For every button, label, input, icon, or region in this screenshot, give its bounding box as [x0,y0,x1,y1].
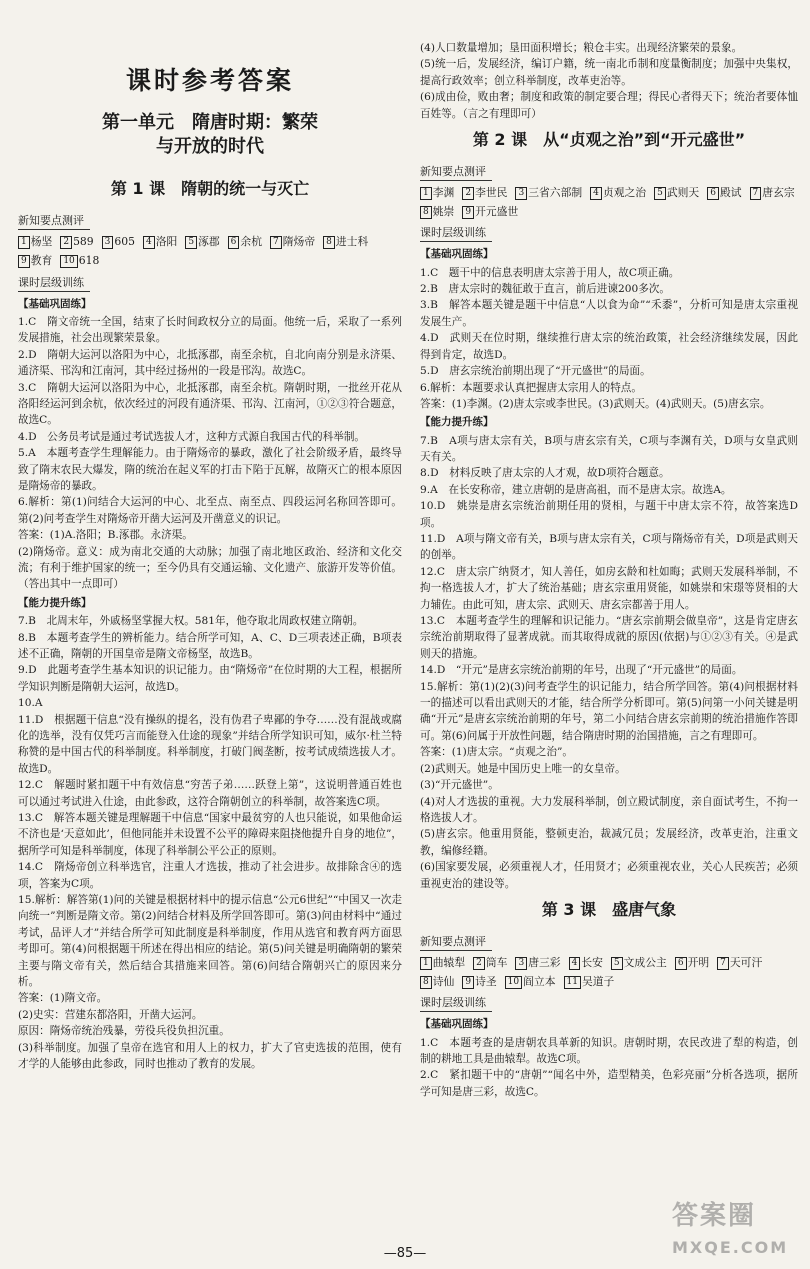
answer-number: 4 [143,236,155,249]
answer-paragraph: 13.C 本题考查学生的理解和识记能力。“唐玄宗前期会做皇帝”，这是肯定唐玄宗统治前期取得了显著成就。而其取得成就的原因(依据)与①②③有关。④是武则天的措施。 [420,615,798,660]
watermark-logo [672,1196,804,1264]
answer-number: 5 [185,236,197,249]
answer-paragraph: 15.解析：解答第(1)问的关键是根据材料中的提示信息“公元6世纪”“中国又一次走向统一”判断是隋文帝。第(2)问结合材料及所学回答即可。第(3)问由材料中“通过考试，品评人才”并结合所学可知此制度是科举制度，作用从选官和教育两方面思考即可。第(4)问根据题干所述在得出相应的结论。第(5)问关键是明确隋朝的繁荣主要与隋文帝有关，然后结合其措施来回答。第(6)问结合隋朝兴亡的原因来分析。 [18,894,402,989]
answer-number: 2 [473,957,485,970]
answer-paragraph: 7.B A项与唐太宗有关，B项与唐玄宗有关，C项与李渊有关，D项与女皇武则天有关。 [420,434,798,463]
answer-number: 9 [462,206,474,219]
answer-item [60,253,99,270]
answer-paragraph: 3.B 解答本题关键是题干中信息“人以食为命”“禾黍”，分析可知是唐太宗重视发展生产。 [420,299,798,328]
answer-text: 武则天 [666,185,700,199]
answer-number: 1 [420,957,432,970]
lesson1-improve-heading: 【能力提升练】 [18,596,92,609]
answer-paragraph: 11.D A项与隋文帝有关，B项与唐太宗有关，C项与隋炀帝有关，D项是武则天的创举。 [420,533,798,562]
left-column [18,48,402,1073]
answer-item [228,234,262,251]
answer-paragraph: (6)国家要发展，必须重视人才，任用贤才；必须重视农业，关心人民疾苦；必须重视吏治的建设等。 [420,861,798,890]
answer-paragraph: 1.C 隋文帝统一全国，结束了长时间政权分立的局面。他统一后，采取了一系列发展措施，社会出现繁荣景象。 [18,315,402,345]
answer-number: 9 [18,255,30,268]
answer-paragraph: 6.解析：本题要求认真把握唐太宗用人的特点。 [420,381,642,394]
answer-number: 11 [564,976,581,989]
answer-item [654,185,699,202]
answer-paragraph: 6.解析：第(1)问结合大运河的中心、北至点、南至点、四段运河名称回答即可。第(2)问考查学生对隋炀帝开凿大运河及开凿意义的识记。 [18,496,402,525]
answer-item [420,185,454,202]
answer-text: 曲辕犁 [432,955,466,969]
answer-number: 7 [750,187,762,200]
unit-title-line2: 与开放的时代 [156,136,264,158]
answer-text: 唐三彩 [528,955,561,969]
lesson2-knowledge-heading: 新知要点测评 [420,163,492,181]
answer-item [473,955,507,972]
answer-text: 阎立本 [523,974,556,988]
answer-item [505,974,556,991]
answer-item [462,185,507,202]
answer-paragraph: (2)隋炀帝。意义：成为南北交通的大动脉；加强了南北地区政治、经济和文化交流；有利于维护国家的统一；至今仍具有交通运输、文化遗产、旅游开发等价值。（答出其中一点即可） [18,545,402,591]
answer-paragraph: 14.C 隋炀帝创立科举选官，注重人才选拔，推动了社会进步。故排除含④的选项，答案为C项。 [18,861,402,890]
answer-paragraph: 2.C 紧扣题干中的“唐朝”“闻名中外，造型精美，色彩亮丽”分析各选项，据所学可知是唐三彩，故选C。 [420,1069,798,1098]
answer-number: 10 [60,255,77,268]
answer-item [323,234,368,251]
answer-text: 教育 [30,253,53,267]
right-column [420,40,798,1100]
lesson1-basic-heading: 【基础巩固练】 [18,297,92,310]
answer-paragraph: 13.C 解答本题关键是理解题干中信息“国家中最贫穷的人也只能说，如果他命运不济也是‘天意如此’，但他同能并未设置不公平的障碍来阻挠他提升自身的地位”，据所学可知是科举制度，体现了科举制公平公正的原则。 [18,812,402,857]
lesson1-answer-list [18,234,402,269]
answer-number: 4 [590,187,602,200]
answer-number: 8 [420,976,432,989]
answer-paragraph: (3)“开元盛世”。 [420,779,499,792]
answer-text: 李渊 [432,185,455,199]
answer-item [420,955,465,972]
lesson3-basic-heading: 【基础巩固练】 [420,1018,494,1031]
answer-paragraph: 3.C 隋朝大运河以洛阳为中心，北抵涿郡，南至余杭。隋朝时期，一批丝开花从洛阳经运河到余杭，依次经过的河段有通济渠、邗沟、江南河，①②③符合题意，故选C。 [18,381,402,427]
answer-text: 唐玄宗 [762,185,795,199]
lesson1-improve-answers [18,613,402,1072]
answer-paragraph: (2)史实：营建东都洛阳，开凿大运河。 [18,1008,203,1021]
answer-item [750,185,795,202]
answer-paragraph: 9.D 此题考查学生基本知识的识记能力。由“隋炀帝”在位时期的大工程，根据所学知识判断是隋朝大运河，故选D。 [18,664,402,693]
answer-text: 杨坚 [30,235,53,249]
answer-number: 1 [420,187,432,200]
lesson1-title: 第 1 课 隋朝的统一与灭亡 [110,179,310,199]
answer-text: 洛阳 [155,235,178,249]
answer-item [143,234,177,251]
main-title: 课时参考答案 [125,66,294,95]
answer-paragraph: 2.B 唐太宗时的魏征敢于直言，前后进谏200多次。 [420,283,670,296]
lesson2-basic-answers [420,265,798,413]
answer-paragraph: 答案：(1)李渊。(2)唐太宗或李世民。(3)武则天。(4)武则天。(5)唐玄宗。 [420,397,771,410]
answer-paragraph: (5)唐玄宗。他重用贤能，整顿吏治，裁减冗员；发展经济，改革吏治，注重文教，编修经籍。 [420,828,798,857]
lesson2-improve-answers [420,433,798,892]
answer-text: 进士科 [335,235,369,249]
lesson2-training-heading: 课时层级训练 [420,224,492,242]
answer-item [717,955,762,972]
answer-paragraph: 11.D 根据题干信息“没有操纵的提名，没有伪君子卑鄙的争夺……没有混战或腐化的选举，没有仅凭巧言而能登入仕途的现象”并结合所学知识可知，威尔·杜兰特称赞的是中国古代的科举制度。科举制度，打破门阀垄断，按考试成绩选拔人才。故选D。 [18,713,402,775]
answer-paragraph: 答案：(1)隋文帝。 [18,992,108,1005]
answer-text: 李世民 [475,185,508,199]
answer-paragraph: 答案：(1)A.洛阳；B.涿郡。永济渠。 [18,529,193,542]
lesson1-basic-answers [18,314,402,593]
answer-text: 筒车 [485,955,508,969]
answer-item [675,955,709,972]
lesson3-training-heading: 课时层级训练 [420,994,492,1012]
answer-text: 隋炀帝 [282,235,316,249]
answer-item [420,204,454,221]
answer-text: 殿试 [719,185,742,199]
answer-text: 文成公主 [623,955,667,969]
answer-paragraph: 5.D 唐玄宗统治前期出现了“开元盛世”的局面。 [420,365,651,378]
answer-paragraph: 答案：(1)唐太宗。“贞观之治”。 [420,746,573,759]
answer-paragraph: 4.D 公务员考试是通过考试选拔人才，这种方式源自我国古代的科举制。 [18,430,366,443]
answer-paragraph: 14.D “开元”是唐玄宗统治前期的年号，出现了“开元盛世”的局面。 [420,664,743,677]
answer-paragraph: 8.B 本题考查学生的辨析能力。结合所学可知，A、C、D三项表述正确，B项表述不正确，隋朝的开国皇帝是隋文帝杨坚，故选B。 [18,631,402,660]
answer-number: 2 [60,236,72,249]
answer-paragraph: 9.A 在长安称帝，建立唐朝的是唐高祖，而不是唐太宗。故选A。 [420,483,732,496]
answer-paragraph: 7.B 北周末年，外戚杨坚掌握大权。581年，他夺取北周政权建立隋朝。 [18,615,364,628]
answer-number: 6 [228,236,240,249]
answer-item [462,974,496,991]
lesson1-knowledge-heading: 新知要点测评 [18,212,90,230]
answer-number: 8 [323,236,335,249]
answer-number: 6 [707,187,719,200]
answer-paragraph: 原因：隋炀帝统治残暴，劳役兵役负担沉重。 [18,1025,230,1038]
answer-paragraph: 2.D 隋朝大运河以洛阳为中心，北抵涿郡，南至余杭，自北向南分别是永济渠、通济渠、邗沟和江南河，其中经过扬州的一段是邗沟。故选C。 [18,348,402,378]
answer-text: 开元盛世 [475,204,519,218]
answer-paragraph: 5.A 本题考查学生理解能力。由于隋炀帝的暴政，激化了社会阶级矛盾，最终导致了隋末农民大爆发，隋的统治在起义军的打击下陷于瓦解，故隋灭亡的根本原因是隋炀帝的暴政。 [18,447,402,493]
answer-number: 10 [505,976,522,989]
answer-item [462,204,518,221]
answer-text: 余杭 [240,235,262,249]
answer-item [102,234,135,251]
answer-text: 姚崇 [432,204,455,218]
unit-title-line1: 第一单元 隋唐时期：繁荣 [102,111,318,133]
watermark-en: MXQE.COM [672,1238,789,1258]
answer-text: 涿郡 [198,235,220,249]
lesson2-title: 第 2 课 从“贞观之治”到“开元盛世” [472,130,746,150]
answer-paragraph: (6)成由俭，败由奢；制度和政策的制定要合理；得民心者得天下；统治者要体恤百姓等。（言之有理即可） [420,91,798,120]
answer-number: 7 [270,236,282,249]
lesson3-basic-answers [420,1035,798,1101]
answer-item [564,974,615,991]
answer-text: 开明 [687,955,710,969]
answer-item [18,253,52,270]
answer-text: 长安 [581,955,603,969]
answer-item [569,955,603,972]
answer-paragraph: (3)科举制度。加强了皇帝在选官和用人上的权力，扩大了官吏选拔的范围，使有才学的人能够由此参政，同时也推动了教育的发展。 [18,1041,402,1071]
answer-number: 5 [654,187,666,200]
answer-paragraph: 1.C 题干中的信息表明唐太宗善于用人，故C项正确。 [420,266,680,279]
watermark-cn: 答案圈 [672,1201,757,1231]
unit-title [18,111,402,160]
answer-item [515,185,582,202]
answer-item [590,185,646,202]
answer-number: 2 [462,187,474,200]
lesson1-continued-answers [420,40,798,122]
lesson2-basic-heading: 【基础巩固练】 [420,248,494,261]
lesson1-training-heading: 课时层级训练 [18,274,90,292]
answer-item [18,234,52,251]
answer-text: 诗仙 [432,974,455,988]
answer-text: 吴道子 [581,974,615,988]
answer-paragraph: (4)人口数量增加；垦田面积增长；粮仓丰实。出现经济繁荣的景象。 [420,42,743,54]
answer-paragraph: (4)对人才选拔的重视。大力发展科举制，创立殿试制度，亲自面试考生，不拘一格选拔人才。 [420,795,798,824]
answer-item [60,234,93,251]
answer-paragraph: (2)武则天。她是中国历史上唯一的女皇帝。 [420,762,626,775]
answer-number: 3 [515,187,527,200]
lesson3-answer-list [420,955,798,990]
answer-item [420,974,454,991]
lesson3-title: 第 3 课 盛唐气象 [541,899,677,919]
answer-paragraph: 4.D 武则天在位时期，继续推行唐太宗的统治政策，社会经济继续发展，因此得到肯定，故选D。 [420,332,798,361]
answer-number: 4 [569,957,581,970]
answer-paragraph: 12.C 唐太宗广纳贤才，知人善任，如房玄龄和杜如晦；武则天发展科举制，不拘一格选拔人才，扩大了统治基础；唐玄宗重用贤能，如姚崇和宋璟等贤相的大力辅佐。由此可知，唐太宗、武则天、唐玄宗都善于用人。 [420,565,798,611]
answer-number: 5 [611,957,623,970]
answer-number: 7 [717,957,729,970]
answer-number: 1 [18,236,30,249]
answer-number: 6 [675,957,687,970]
answer-paragraph: 10.A [18,697,43,710]
answer-paragraph: 15.解析：第(1)(2)(3)问考查学生的识记能力，结合所学回答。第(4)问根据材料一的描述可以看出武则天的才能，结合所学分析即可。第(5)问第一小问关键是明确“开元”是唐玄宗统治前期的年号，第二小问结合唐玄宗前期的统治措施作答即可。第(6)问属于开放性问题，结合隋唐时期的治国措施，言之有理即可。 [420,680,798,742]
lesson2-improve-heading: 【能力提升练】 [420,416,494,429]
answer-paragraph: 12.C 解题时紧扣题干中有效信息“穷苦子弟……跃登上第”，这说明普通百姓也可以通过考试进入仕途，由此参政，这符合隋朝创立的科举制，故答案选C项。 [18,779,402,808]
answer-text: 贞观之治 [602,185,647,199]
lesson3-knowledge-heading: 新知要点测评 [420,933,492,951]
answer-text: 618 [78,253,100,267]
answer-text: 三省六部制 [528,185,583,199]
answer-item [707,185,741,202]
answer-item [515,955,560,972]
page-number: —85— [383,1246,427,1261]
answer-item [270,234,315,251]
lesson2-answer-list [420,185,798,220]
answer-paragraph: 8.D 材料反映了唐太宗的人才观，故D项符合题意。 [420,467,670,480]
answer-text: 605 [114,235,136,249]
answer-text: 诗圣 [475,974,497,988]
answer-item [611,955,667,972]
answer-number: 9 [462,976,474,989]
answer-number: 8 [420,206,432,219]
answer-text: 天可汗 [729,955,763,969]
answer-item [185,234,219,251]
answer-paragraph: 10.D 姚崇是唐玄宗统治前期任用的贤相，与题干中唐太宗不符，故答案选D项。 [420,500,798,529]
answer-paragraph: (5)统一后，发展经济，编订户籍，统一南北币制和度量衡制度；加强中央集权，提高行政效率；创立科举制度，改革吏治等。 [420,58,798,87]
answer-number: 3 [102,236,114,249]
answer-paragraph: 1.C 本题考查的是唐朝农具革新的知识。唐朝时期，农民改进了犁的构造，创制的耕地工具是曲辕犁。故选C项。 [420,1036,798,1065]
answer-text: 589 [73,235,94,249]
answer-number: 3 [515,957,527,970]
